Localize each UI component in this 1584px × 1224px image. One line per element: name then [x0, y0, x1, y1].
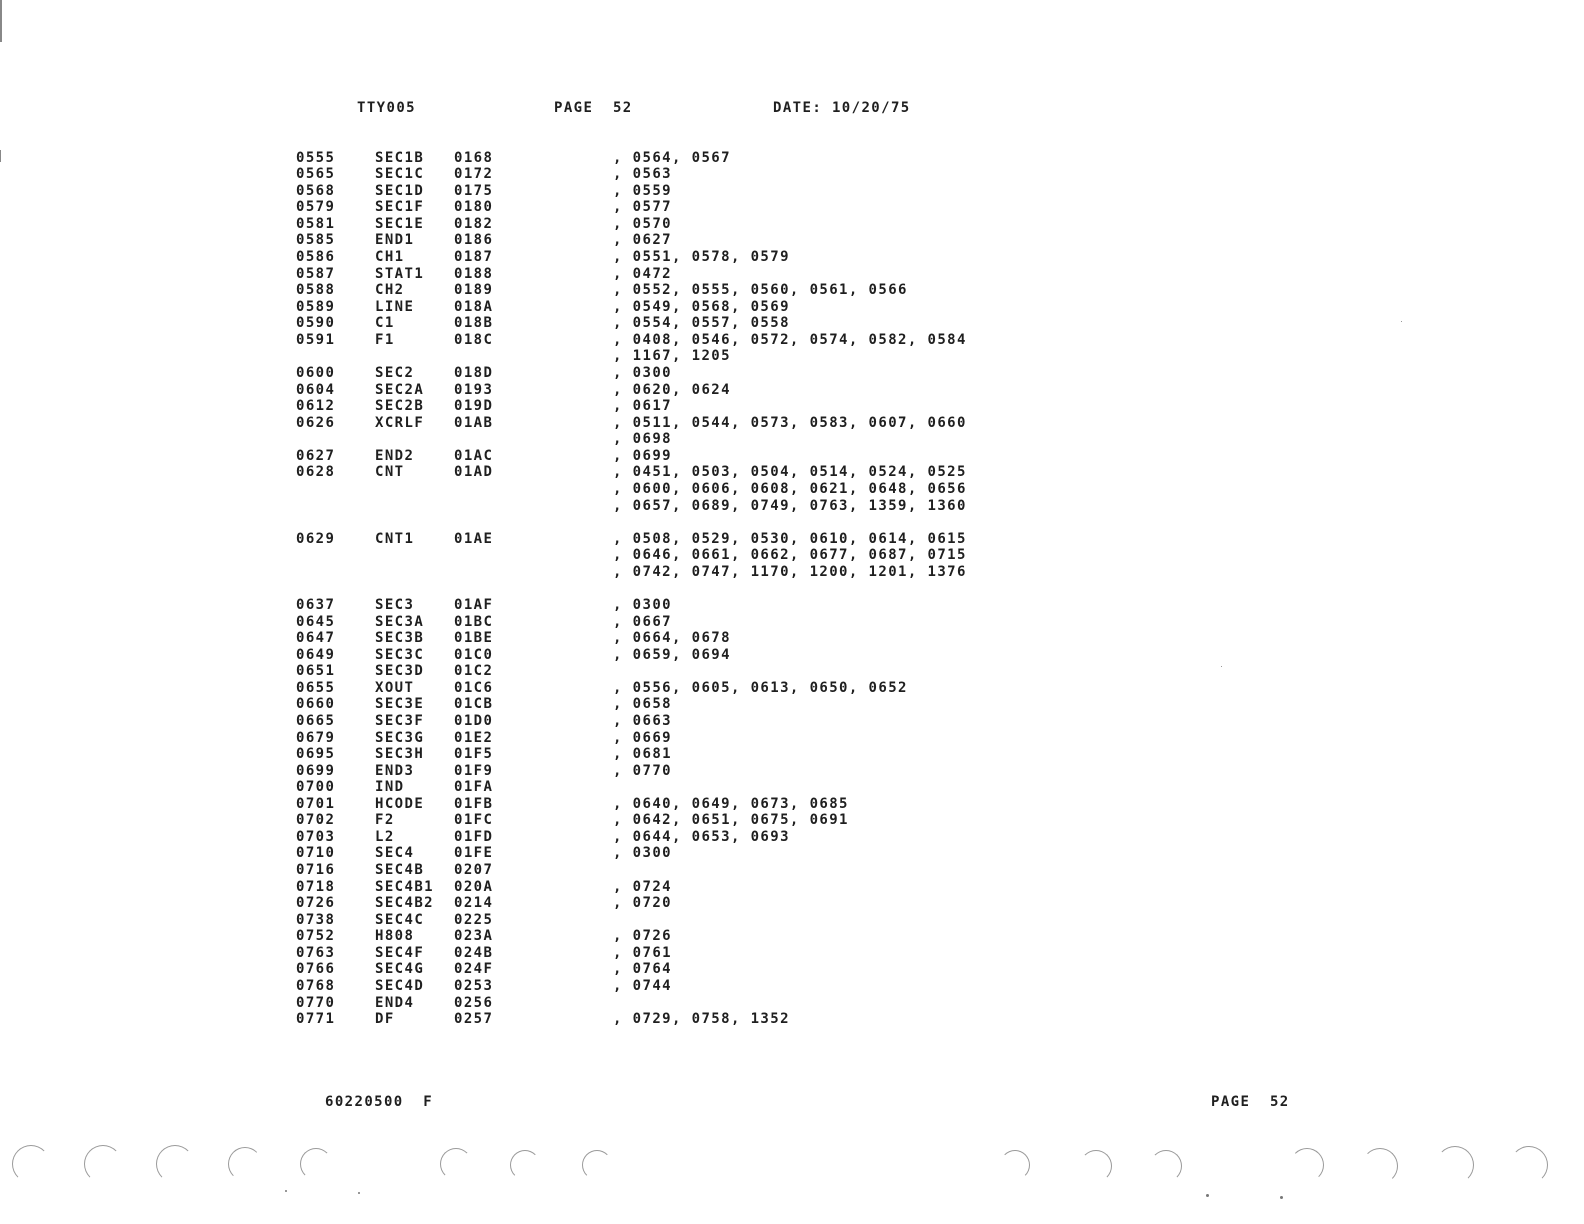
- line-number: 0766: [296, 961, 336, 978]
- table-row: [0, 398, 1584, 414]
- table-row: [0, 199, 1584, 215]
- reference-list: , 0300: [613, 845, 672, 862]
- symbol-address: 01FC: [454, 812, 494, 829]
- symbol-address: 0207: [454, 862, 494, 878]
- symbol-name: SEC4F: [375, 944, 425, 961]
- table-row: [0, 978, 1584, 994]
- line-number: 0581: [296, 215, 336, 232]
- reference-list: , 0620, 0624: [613, 381, 731, 398]
- symbol-address: 01C0: [454, 646, 494, 663]
- symbol-name: STAT1: [375, 265, 425, 282]
- line-number: 0555: [296, 149, 336, 166]
- table-row: [0, 498, 1584, 514]
- symbol-name: SEC4B2: [375, 895, 434, 912]
- symbol-address: 01AD: [454, 464, 494, 481]
- table-row: [0, 232, 1584, 248]
- line-number: 0768: [296, 978, 336, 994]
- table-row: [0, 464, 1584, 480]
- table-row: [0, 448, 1584, 464]
- reference-list: , 0681: [613, 746, 672, 762]
- paper-speck: [1221, 666, 1222, 667]
- perforation-hole: [582, 1150, 612, 1180]
- reference-list: , 0554, 0557, 0558: [613, 315, 790, 332]
- perforation-hole: [1290, 1148, 1324, 1182]
- symbol-address: 0256: [454, 994, 494, 1011]
- symbol-address: 01FA: [454, 779, 494, 796]
- symbol-name: SEC1C: [375, 166, 425, 183]
- symbol-name: XCRLF: [375, 414, 425, 431]
- line-number: 0703: [296, 828, 336, 845]
- line-number: 0655: [296, 679, 336, 696]
- table-row: [0, 547, 1584, 563]
- reference-list: , 0726: [613, 928, 672, 945]
- header-page-number: PAGE 52: [554, 100, 633, 116]
- reference-list: , 1167, 1205: [613, 348, 731, 365]
- table-row: [0, 580, 1584, 596]
- symbol-name: L2: [375, 828, 395, 845]
- line-number: 0718: [296, 878, 336, 895]
- symbol-address: 024F: [454, 961, 494, 978]
- symbol-address: 018B: [454, 315, 494, 332]
- table-row: [0, 647, 1584, 663]
- symbol-name: SEC1E: [375, 215, 425, 232]
- reference-list: , 0600, 0606, 0608, 0621, 0648, 0656: [613, 480, 967, 497]
- table-row: [0, 564, 1584, 580]
- reference-list: , 0559: [613, 182, 672, 199]
- symbol-address: 01AF: [454, 596, 494, 613]
- symbol-name: END1: [375, 232, 415, 249]
- symbol-address: 0168: [454, 149, 494, 166]
- line-number: 0701: [296, 795, 336, 812]
- table-row: [0, 680, 1584, 696]
- line-number: 0579: [296, 199, 336, 216]
- symbol-name: SEC3B: [375, 630, 425, 646]
- reference-list: , 0669: [613, 729, 672, 746]
- symbol-name: CNT1: [375, 530, 415, 547]
- line-number: 0695: [296, 746, 336, 762]
- line-number: 0626: [296, 414, 336, 431]
- symbol-address: 01FD: [454, 828, 494, 845]
- table-row: [0, 696, 1584, 712]
- perforation-hole: [1000, 1150, 1030, 1180]
- symbol-address: 0175: [454, 182, 494, 199]
- symbol-address: 0172: [454, 166, 494, 183]
- symbol-address: 01BE: [454, 630, 494, 646]
- line-number: 0628: [296, 464, 336, 481]
- reference-list: , 0508, 0529, 0530, 0610, 0614, 0615: [613, 530, 967, 547]
- symbol-address: 01AE: [454, 530, 494, 547]
- reference-list: , 0646, 0661, 0662, 0677, 0687, 0715: [613, 547, 967, 564]
- symbol-name: SEC4C: [375, 911, 425, 928]
- table-row: [0, 183, 1584, 199]
- table-row: [0, 895, 1584, 911]
- symbol-address: 0225: [454, 911, 494, 928]
- reference-list: , 0617: [613, 398, 672, 415]
- line-number: 0565: [296, 166, 336, 183]
- symbol-address: 0186: [454, 232, 494, 249]
- program-name: TTY005: [357, 100, 416, 116]
- line-number: 0637: [296, 596, 336, 613]
- line-number: 0587: [296, 265, 336, 282]
- line-number: 0660: [296, 696, 336, 713]
- reference-list: , 0657, 0689, 0749, 0763, 1359, 1360: [613, 497, 967, 514]
- symbol-address: 0188: [454, 265, 494, 282]
- line-number: 0647: [296, 630, 336, 646]
- reference-list: , 0764: [613, 961, 672, 978]
- symbol-name: SEC2: [375, 364, 415, 381]
- symbol-address: 01BC: [454, 613, 494, 630]
- symbol-address: 0214: [454, 895, 494, 912]
- table-row: [0, 630, 1584, 646]
- paper-speck: [285, 1190, 287, 1192]
- symbol-name: END2: [375, 447, 415, 464]
- perforation-hole: [84, 1145, 122, 1183]
- paper-speck: [1280, 1196, 1283, 1199]
- table-row: [0, 879, 1584, 895]
- reference-list: , 0659, 0694: [613, 646, 731, 663]
- symbol-address: 0257: [454, 1011, 494, 1028]
- paper-speck: [1401, 321, 1402, 322]
- table-row: [0, 282, 1584, 298]
- line-number: 0585: [296, 232, 336, 249]
- line-number: 0770: [296, 994, 336, 1011]
- symbol-name: SEC3G: [375, 729, 425, 746]
- table-row: [0, 299, 1584, 315]
- symbol-name: SEC3E: [375, 696, 425, 713]
- symbol-name: SEC4B1: [375, 878, 434, 895]
- reference-list: , 0720: [613, 895, 672, 912]
- symbol-address: 0187: [454, 248, 494, 265]
- paper-speck: [358, 1192, 360, 1194]
- perforation-hole: [1150, 1150, 1182, 1182]
- header-date: DATE: 10/20/75: [773, 100, 911, 116]
- table-row: [0, 514, 1584, 530]
- symbol-address: 018A: [454, 298, 494, 315]
- reference-list: , 0300: [613, 364, 672, 381]
- symbol-address: 020A: [454, 878, 494, 895]
- symbol-name: DF: [375, 1011, 395, 1028]
- reference-list: , 0627: [613, 232, 672, 249]
- table-row: [0, 796, 1584, 812]
- table-row: [0, 415, 1584, 431]
- symbol-name: CH1: [375, 248, 405, 265]
- symbol-address: 0253: [454, 978, 494, 994]
- line-number: 0738: [296, 911, 336, 928]
- reference-list: , 0511, 0544, 0573, 0583, 0607, 0660: [613, 414, 967, 431]
- reference-list: , 0549, 0568, 0569: [613, 298, 790, 315]
- symbol-address: 01F9: [454, 762, 494, 779]
- perforation-hole: [1080, 1150, 1112, 1182]
- symbol-address: 0180: [454, 199, 494, 216]
- table-row: [0, 713, 1584, 729]
- table-row: [0, 862, 1584, 878]
- symbol-address: 01C6: [454, 679, 494, 696]
- symbol-name: SEC4G: [375, 961, 425, 978]
- table-row: [0, 150, 1584, 166]
- line-number: 0629: [296, 530, 336, 547]
- perforation-hole: [12, 1145, 50, 1183]
- symbol-address: 0193: [454, 381, 494, 398]
- reference-list: , 0744: [613, 978, 672, 994]
- table-row: [0, 730, 1584, 746]
- line-number: 0586: [296, 248, 336, 265]
- table-row: [0, 763, 1584, 779]
- line-number: 0763: [296, 944, 336, 961]
- table-row: [0, 348, 1584, 364]
- perforation-hole: [1510, 1146, 1548, 1184]
- symbol-address: 018C: [454, 331, 494, 348]
- reference-list: , 0698: [613, 431, 672, 448]
- symbol-name: XOUT: [375, 679, 415, 696]
- table-row: [0, 829, 1584, 845]
- symbol-name: SEC1D: [375, 182, 425, 199]
- reference-list: , 0742, 0747, 1170, 1200, 1201, 1376: [613, 563, 967, 580]
- table-row: [0, 382, 1584, 398]
- reference-list: , 0658: [613, 696, 672, 713]
- footer-page-number: PAGE 52: [1211, 1094, 1290, 1110]
- reference-list: , 0563: [613, 166, 672, 183]
- table-row: [0, 431, 1584, 447]
- reference-list: , 0664, 0678: [613, 630, 731, 646]
- symbol-name: HCODE: [375, 795, 425, 812]
- line-number: 0702: [296, 812, 336, 829]
- symbol-name: SEC2B: [375, 398, 425, 415]
- line-number: 0651: [296, 663, 336, 680]
- line-number: 0752: [296, 928, 336, 945]
- line-number: 0604: [296, 381, 336, 398]
- symbol-name: CNT: [375, 464, 405, 481]
- symbol-address: 018D: [454, 364, 494, 381]
- line-number: 0590: [296, 315, 336, 332]
- table-row: [0, 315, 1584, 331]
- reference-list: , 0724: [613, 878, 672, 895]
- symbol-address: 01AB: [454, 414, 494, 431]
- line-number: 0649: [296, 646, 336, 663]
- table-row: [0, 332, 1584, 348]
- symbol-name: SEC3A: [375, 613, 425, 630]
- symbol-name: SEC2A: [375, 381, 425, 398]
- perforation-hole: [1362, 1148, 1398, 1184]
- perforation-hole: [510, 1150, 540, 1180]
- symbol-name: F1: [375, 331, 395, 348]
- symbol-address: 01F5: [454, 746, 494, 762]
- table-row: [0, 995, 1584, 1011]
- reference-list: , 0564, 0567: [613, 149, 731, 166]
- perforation-hole: [156, 1145, 194, 1183]
- symbol-name: SEC4D: [375, 978, 425, 994]
- line-number: 0627: [296, 447, 336, 464]
- line-number: 0568: [296, 182, 336, 199]
- table-row: [0, 845, 1584, 861]
- line-number: 0589: [296, 298, 336, 315]
- reference-list: , 0699: [613, 447, 672, 464]
- symbol-address: 019D: [454, 398, 494, 415]
- reference-list: , 0408, 0546, 0572, 0574, 0582, 0584: [613, 331, 967, 348]
- table-row: [0, 812, 1584, 828]
- reference-list: , 0551, 0578, 0579: [613, 248, 790, 265]
- symbol-name: C1: [375, 315, 395, 332]
- reference-list: , 0729, 0758, 1352: [613, 1011, 790, 1028]
- table-row: [0, 365, 1584, 381]
- symbol-name: SEC4B: [375, 862, 425, 878]
- reference-list: , 0640, 0649, 0673, 0685: [613, 795, 849, 812]
- symbol-address: 0182: [454, 215, 494, 232]
- symbol-name: F2: [375, 812, 395, 829]
- line-number: 0710: [296, 845, 336, 862]
- symbol-address: 01D0: [454, 712, 494, 729]
- perforation-hole: [300, 1148, 332, 1180]
- table-row: [0, 663, 1584, 679]
- symbol-address: 01FB: [454, 795, 494, 812]
- line-number: 0726: [296, 895, 336, 912]
- symbol-address: 01C2: [454, 663, 494, 680]
- symbol-name: H808: [375, 928, 415, 945]
- symbol-name: SEC3: [375, 596, 415, 613]
- symbol-name: IND: [375, 779, 405, 796]
- symbol-address: 01FE: [454, 845, 494, 862]
- reference-list: , 0663: [613, 712, 672, 729]
- symbol-address: 01AC: [454, 447, 494, 464]
- perforation-hole: [228, 1147, 262, 1181]
- table-row: [0, 928, 1584, 944]
- symbol-name: SEC3D: [375, 663, 425, 680]
- symbol-address: 023A: [454, 928, 494, 945]
- line-number: 0771: [296, 1011, 336, 1028]
- symbol-name: END4: [375, 994, 415, 1011]
- symbol-name: SEC3H: [375, 746, 425, 762]
- reference-list: , 0761: [613, 944, 672, 961]
- reference-list: , 0577: [613, 199, 672, 216]
- reference-list: , 0644, 0653, 0693: [613, 828, 790, 845]
- line-number: 0699: [296, 762, 336, 779]
- table-row: [0, 614, 1584, 630]
- symbol-name: SEC1B: [375, 149, 425, 166]
- table-row: [0, 216, 1584, 232]
- symbol-name: SEC3F: [375, 712, 425, 729]
- table-row: [0, 249, 1584, 265]
- document-number: 60220500 F: [325, 1094, 434, 1110]
- line-number: 0665: [296, 712, 336, 729]
- table-row: [0, 912, 1584, 928]
- reference-list: , 0556, 0605, 0613, 0650, 0652: [613, 679, 908, 696]
- line-number: 0588: [296, 282, 336, 299]
- line-number: 0679: [296, 729, 336, 746]
- symbol-address: 01CB: [454, 696, 494, 713]
- symbol-name: CH2: [375, 282, 405, 299]
- perforation-hole: [440, 1148, 472, 1180]
- paper-speck: [1206, 1194, 1209, 1197]
- table-row: [0, 166, 1584, 182]
- table-row: [0, 266, 1584, 282]
- line-number: 0612: [296, 398, 336, 415]
- reference-list: , 0570: [613, 215, 672, 232]
- table-row: [0, 746, 1584, 762]
- reference-list: , 0667: [613, 613, 672, 630]
- symbol-name: LINE: [375, 298, 415, 315]
- line-number: 0591: [296, 331, 336, 348]
- reference-list: , 0300: [613, 596, 672, 613]
- line-number: 0600: [296, 364, 336, 381]
- reference-list: , 0770: [613, 762, 672, 779]
- line-number: 0645: [296, 613, 336, 630]
- symbol-address: 024B: [454, 944, 494, 961]
- perforation-hole: [1436, 1146, 1474, 1184]
- line-number: 0716: [296, 862, 336, 878]
- table-row: [0, 961, 1584, 977]
- table-row: [0, 597, 1584, 613]
- reference-list: , 0472: [613, 265, 672, 282]
- reference-list: , 0451, 0503, 0504, 0514, 0524, 0525: [613, 464, 967, 481]
- symbol-address: 0189: [454, 282, 494, 299]
- symbol-address: 01E2: [454, 729, 494, 746]
- reference-list: , 0552, 0555, 0560, 0561, 0566: [613, 282, 908, 299]
- symbol-name: END3: [375, 762, 415, 779]
- table-row: [0, 779, 1584, 795]
- reference-list: , 0642, 0651, 0675, 0691: [613, 812, 849, 829]
- line-number: 0700: [296, 779, 336, 796]
- symbol-name: SEC3C: [375, 646, 425, 663]
- symbol-name: SEC1F: [375, 199, 425, 216]
- symbol-name: SEC4: [375, 845, 415, 862]
- table-row: [0, 531, 1584, 547]
- table-row: [0, 481, 1584, 497]
- table-row: [0, 945, 1584, 961]
- table-row: [0, 1011, 1584, 1027]
